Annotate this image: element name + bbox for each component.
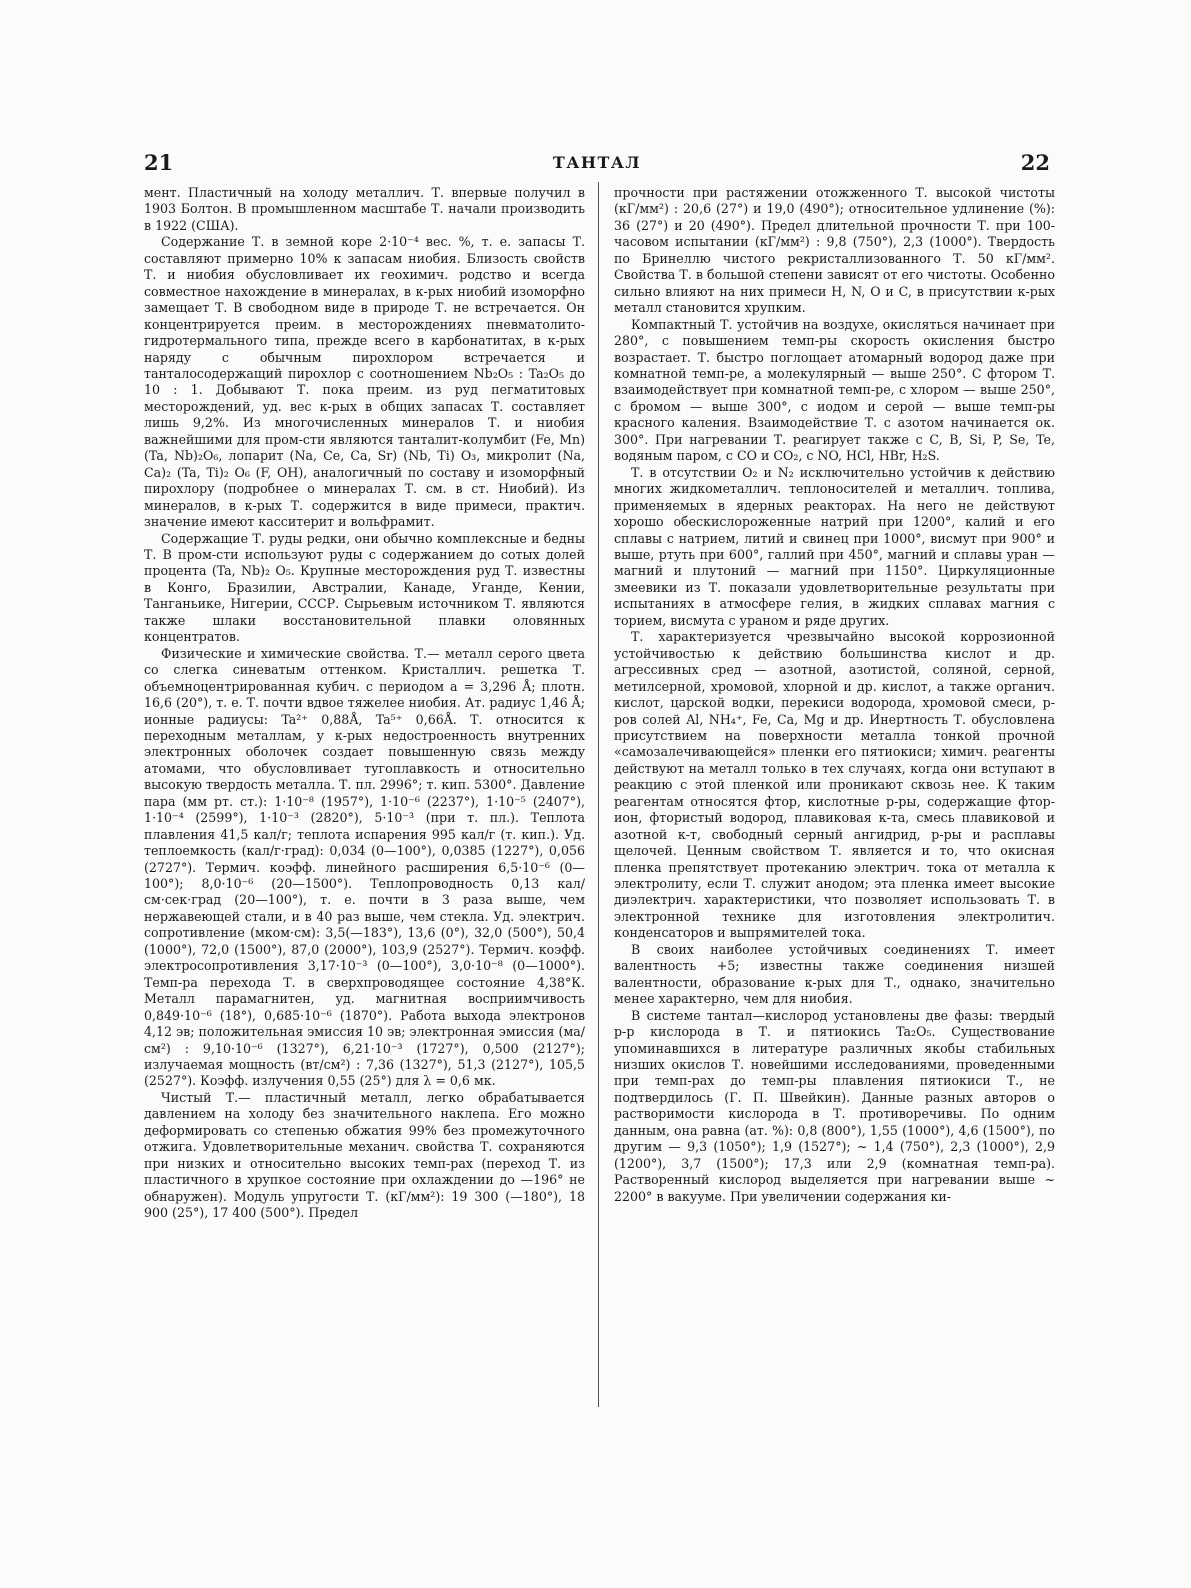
column-divider	[598, 182, 599, 1407]
paragraph: Т. в отсутствии O₂ и N₂ исключительно устойчив к действию многих жидкометаллич. теплоносителей и металлич. топлива, применяемых в ядерных реакторах. На него не действуют хорошо обескислороженные натрий при 1200°, калий и его сплавы с натрием, литий и свинец при 1000°, висмут при 900° и выше, ртуть при 600°, галлий при 450°, магний и сплавы уран — магний и плутоний — магний при 1150°. Циркуляционные змеевики из Т. показали удовлетворительные результаты при испытаниях в атмосфере гелия, в жидких сплавах магния с торием, висмута с ураном и ряде других.	[614, 464, 1055, 628]
right-column	[614, 185, 1055, 1205]
paragraph: Чистый Т.— пластичный металл, легко обрабатывается давлением на холоду без значительного наклепа. Его можно деформировать со степенью обжатия 99% без промежуточного отжига. Удовлетворительные механич. свойства Т. сохраняются при низких и относительно высоких темп-рах (переход Т. из пластичного в хрупкое состояние при охлаждении до —196° не обнаружен). Модуль упругости Т. (кГ/мм²): 19 300 (—180°), 18 900 (25°), 17 400 (500°). Предел	[144, 1089, 585, 1221]
paragraph: Физические и химические свойства. Т.— металл серого цвета со слегка синеватым оттенком. Кристаллич. решетка Т. объемноцентрированная кубич. с периодом a = 3,296 Å; плотн. 16,6 (20°), т. е. Т. почти вдвое тяжелее ниобия. Ат. радиус 1,46 Å; ионные радиусы: Ta²⁺ 0,88Å, Ta⁵⁺ 0,66Å. Т. относится к переходным металлам, у к-рых недостроенность внутренних электронных оболочек создает повышенную связь между атомами, что обусловливает тугоплавкость и относительно высокую твердость металла. Т. пл. 2996°; т. кип. 5300°. Давление пара (мм рт. ст.): 1·10⁻⁸ (1957°), 1·10⁻⁶ (2237°), 1·10⁻⁵ (2407°), 1·10⁻⁴ (2599°), 1·10⁻³ (2820°), 5·10⁻³ (при т. пл.). Теплота плавления 41,5 кал/г; теплота испарения 995 кал/г (т. кип.). Уд. теплоемкость (кал/г·град): 0,034 (0—100°), 0,0385 (1227°), 0,056 (2727°). Термич. коэфф. линейного расширения 6,5·10⁻⁶ (0—100°); 8,0·10⁻⁶ (20—1500°). Теплопроводность 0,13 кал/см·сек·град (20—100°), т. е. почти в 3 раза выше, чем нержавеющей стали, и в 40 раз выше, чем стекла. Уд. электрич. сопротивление (мком·см): 3,5(—183°), 13,6 (0°), 32,0 (500°), 50,4 (1000°), 72,0 (1500°), 87,0 (2000°), 103,9 (2527°). Термич. коэфф. электросопротивления 3,17·10⁻³ (0—100°), 3,0·10⁻⁸ (0—1000°). Темп-ра перехода Т. в сверхпроводящее состояние 4,38°К. Металл парамагнитен, уд. магнитная восприимчивость 0,849·10⁻⁶ (18°), 0,685·10⁻⁶ (1870°). Работа выхода электронов 4,12 эв; положительная эмиссия 10 эв; электронная эмиссия (ма/см²) : 9,10·10⁻⁶ (1327°), 6,21·10⁻³ (1727°), 0,500 (2127°); излучаемая мощность (вт/см²) : 7,36 (1327°), 51,3 (2127°), 105,5 (2527°). Коэфф. излучения 0,55 (25°) для λ = 0,6 мк.	[144, 645, 585, 1089]
paragraph: Содержащие Т. руды редки, они обычно комплексные и бедны Т. В пром-сти используют руды с содержанием до сотых долей процента (Ta, Nb)₂ O₅. Крупные месторождения руд Т. известны в Конго, Бразилии, Австралии, Канаде, Уганде, Кении, Танганьике, Нигерии, СССР. Сырьевым источником Т. являются также шлаки восстановительной плавки оловянных концентратов.	[144, 530, 585, 645]
paragraph: В системе тантал—кислород установлены две фазы: твердый р-р кислорода в Т. и пятиокись Ta₂O₅. Существование упоминавшихся в литературе различных якобы стабильных низших окислов Т. новейшими исследованиями, проведенными при темп-рах до темп-ры плавления пятиокиси Т., не подтвердилось (Г. П. Швейкин). Данные разных авторов о растворимости кислорода в Т. противоречивы. По одним данным, она равна (ат. %): 0,8 (800°), 1,55 (1000°), 4,6 (1500°), по другим — 9,3 (1050°); 1,9 (1527°); ~ 1,4 (750°), 2,3 (1000°), 2,9 (1200°), 3,7 (1500°); 17,3 или 2,9 (комнатная темп-ра). Растворенный кислород выделяется при нагревании выше ~ 2200° в вакууме. При увеличении содержания ки-	[614, 1007, 1055, 1204]
paragraph: Компактный Т. устойчив на воздухе, окисляться начинает при 280°, с повышением темп-ры скорость окисления быстро возрастает. Т. быстро поглощает атомарный водород даже при комнатной темп-ре, а молекулярный — выше 250°. С фтором Т. взаимодействует при комнатной темп-ре, с хлором — выше 250°, с бромом — выше 300°, с иодом и серой — выше темп-ры красного каления. Взаимодействие Т. с азотом начинается ок. 300°. При нагревании Т. реагирует также с C, B, Si, P, Se, Te, водяным паром, с CO и CO₂, с NO, HCl, HBr, H₂S.	[614, 316, 1055, 464]
left-column	[144, 185, 585, 1222]
paragraph: прочности при растяжении отожженного Т. высокой чистоты (кГ/мм²) : 20,6 (27°) и 19,0 (490°); относительное удлинение (%): 36 (27°) и 20 (490°). Предел длительной прочности Т. при 100-часовом испытании (кГ/мм²) : 9,8 (750°), 2,3 (1000°). Твердость по Бринеллю чистого рекристаллизованного Т. 50 кГ/мм². Свойства Т. в большой степени зависят от его чистоты. Особенно сильно влияют на них примеси H, N, O и C, в присутствии к-рых металл становится хрупким.	[614, 185, 1055, 316]
paragraph: мент. Пластичный на холоду металлич. Т. впервые получил в 1903 Болтон. В промышленном масштабе Т. начали производить в 1922 (США).	[144, 185, 585, 233]
paragraph: В своих наиболее устойчивых соединениях Т. имеет валентность +5; известны также соединения низшей валентности, образование к-рых для Т., однако, значительно менее характерно, чем для ниобия.	[614, 941, 1055, 1007]
paragraph: Содержание Т. в земной коре 2·10⁻⁴ вес. %, т. е. запасы Т. составляют примерно 10% к запасам ниобия. Близость свойств Т. и ниобия обусловливает их геохимич. родство и всегда совместное нахождение в минералах, в к-рых ниобий изоморфно замещает Т. В свободном виде в природе Т. не встречается. Он концентрируется преим. в месторождениях пневматолито-гидротермального типа, прежде всего в карбонатитах, в к-рых наряду с обычным пирохлором встречается и танталосодержащий пирохлор с соотношением Nb₂O₅ : Ta₂O₅ до 10 : 1. Добывают Т. пока преим. из руд пегматитовых месторождений, уд. вес к-рых в общих запасах Т. составляет лишь 9,2%. Из многочисленных минералов Т. и ниобия важнейшими для пром-сти являются танталит-колумбит (Fe, Mn) (Ta, Nb)₂O₆, лопарит (Na, Ce, Ca, Sr) (Nb, Ti) O₃, микролит (Na, Ca)₂ (Ta, Ti)₂ O₆ (F, OH), аналогичный по составу и изоморфный пирохлору (подробнее о минералах Т. см. в ст. Ниобий). Из минералов, в к-рых Т. содержится в виде примеси, практич. значение имеют касситерит и вольфрамит.	[144, 234, 585, 530]
running-head-title: ТАНТАЛ	[552, 153, 642, 172]
page-number-left: 21	[144, 150, 174, 175]
paragraph: Т. характеризуется чрезвычайно высокой коррозионной устойчивостью к действию большинства кислот и др. агрессивных сред — азотной, азотистой, соляной, серной, метилсерной, хромовой, хлорной и др. кислот, а также органич. кислот, царской водки, перекиси водорода, хромовой смеси, р-ров солей Al, NH₄⁺, Fe, Ca, Mg и др. Инертность Т. обусловлена присутствием на поверхности металла тонкой прочной «самозалечивающейся» пленки его пятиокиси; химич. реагенты действуют на металл только в тех случаях, когда они вступают в реакцию с этой пленкой или проникают сквозь нее. К таким реагентам относятся фтор, кислотные р-ры, содержащие фтор-ион, фтористый водород, плавиковая к-та, смесь плавиковой и азотной к-т, свободный серный ангидрид, р-ры и расплавы щелочей. Ценным свойством Т. является и то, что окисная пленка препятствует протеканию электрич. тока от металла к электролиту, если Т. служит анодом; эта пленка имеет высокие диэлектрич. характеристики, что позволяет использовать Т. в электронной технике для изготовления электролитич. конденсаторов и выпрямителей тока.	[614, 629, 1055, 941]
page-header	[144, 150, 1050, 182]
page-number-right: 22	[1020, 150, 1050, 175]
